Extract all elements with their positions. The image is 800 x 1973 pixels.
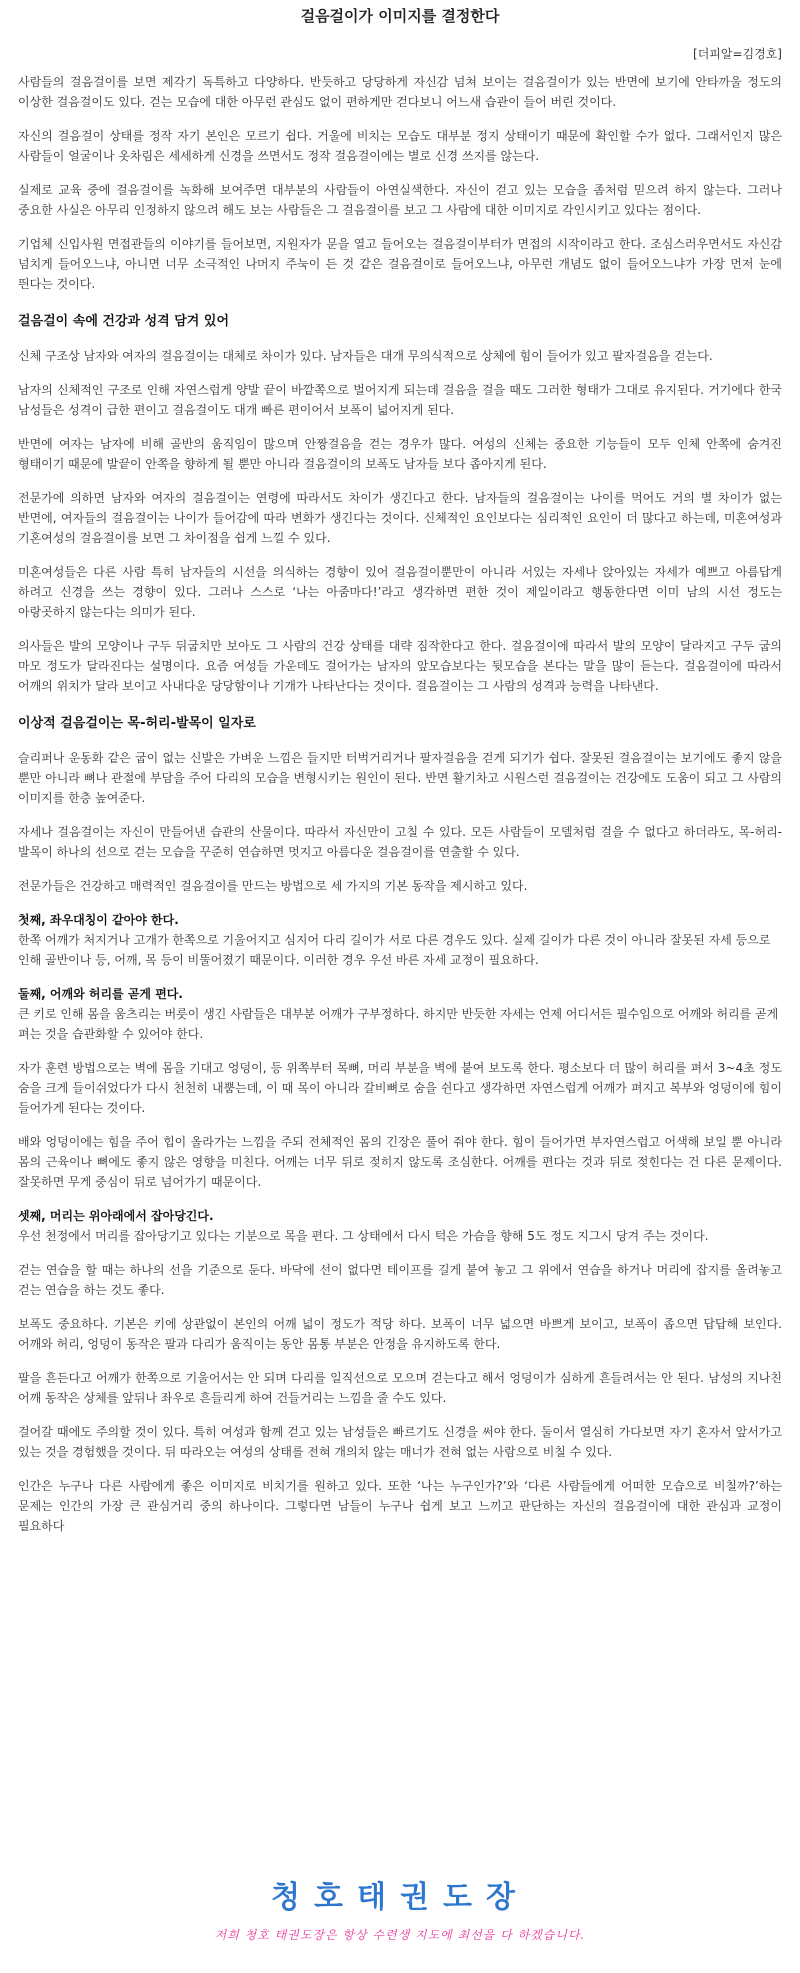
brand-name: 청호태권도장 (271, 1880, 529, 1915)
paragraph: 미혼여성들은 다른 사람 특히 남자들의 시선을 의식하는 경향이 있어 걸음걸이뿐만이 아니라 서있는 자세나 앉아있는 자세가 예쁘고 아름답게 하려고 신경을 쓰는 경향이 있다. 그러나 스스로 ‘나는 아줌마다!’라고 생각하면 편한 것이 제일이라고 행동한다면 이미 남의 시선 정도는 아랑곳하지 않는다는 의미가 된다. (18, 565, 782, 619)
step-paragraph (18, 910, 782, 970)
paragraph: 기업체 신입사원 면접관들의 이야기를 들어보면, 지원자가 문을 열고 들어오는 걸음걸이부터가 면접의 시작이라고 한다. 조심스러우면서도 자신감 넘치게 들어오느냐, 아니면 너무 소극적인 나머지 주눅이 든 것 같은 걸음걸이로 들어오느냐, 아무런 개념도 없이 들어오느냐가 가장 먼저 눈에 띈다는 것이다. (18, 237, 782, 291)
step-label: 셋째, 머리는 위아래에서 잡아당긴다. (18, 1209, 214, 1223)
paragraph: 실제로 교육 중에 걸음걸이를 녹화해 보여주면 대부분의 사람들이 아연실색한다. 자신이 걷고 있는 모습을 좀처럼 믿으려 하지 않는다. 그러나 중요한 사실은 아무리 인정하지 않으려 해도 보는 사람들은 그 걸음걸이를 보고 그 사람에 대한 이미지로 각인시키고 있다는 점이다. (18, 183, 782, 217)
paragraph: 자가 훈련 방법으로는 벽에 몸을 기대고 엉덩이, 등 위쪽부터 목뼈, 머리 부분을 벽에 붙여 보도록 한다. 평소보다 더 많이 허리를 펴서 3~4초 정도 숨을 크게 들이쉬었다가 다시 천천히 내뿜는데, 이 때 목이 아니라 갈비뼈로 숨을 쉰다고 생각하면 자연스럽게 어깨가 펴지고 복부와 엉덩이에 힘이 들어가게 된다는 것이다. (18, 1061, 782, 1115)
paragraph: 의사들은 발의 모양이나 구두 뒤굽치만 보아도 그 사람의 건강 상태를 대략 짐작한다고 한다. 걸음걸이에 따라서 발의 모양이 달라지고 구두 굽의 마모 정도가 달라진다는 설명이다. 요즘 여성들 가운데도 걸어가는 남자의 앞모습보다는 뒷모습을 본다는 말을 많이 듣는다. 걸음걸이에 따라서 어깨의 위치가 달라 보이고 사내다운 당당함이나 기개가 나타난다는 것이다. 걸음걸이는 그 사람의 성격과 능력을 나타낸다. (18, 639, 782, 693)
paragraph: 신체 구조상 남자와 여자의 걸음걸이는 대체로 차이가 있다. 남자들은 대개 무의식적으로 상체에 힘이 들어가 있고 팔자걸음을 걷는다. (18, 349, 713, 363)
section-heading: 이상적 걸음걸이는 목-허리-발목이 일자로 (18, 716, 256, 731)
paragraph: 자세나 걸음걸이는 자신이 만들어낸 습관의 산물이다. 따라서 자신만이 고칠 수 있다. 모든 사람들이 모델처럼 걸을 수 없다고 하더라도, 목-허리-발목이 하나의 선으로 걷는 모습을 꾸준히 연습하면 멋지고 아름다운 걸음걸이를 연출할 수 있다. (18, 825, 782, 859)
section-heading: 걸음걸이 속에 건강과 성격 담겨 있어 (18, 314, 229, 329)
step-paragraph (18, 1206, 782, 1246)
step-label: 둘째, 어깨와 허리를 곧게 편다. (18, 987, 183, 1001)
paragraph: 사람들의 걸음걸이를 보면 제각기 독특하고 다양하다. 반듯하고 당당하게 자신감 넘쳐 보이는 걸음걸이가 있는 반면에 보기에 안타까울 정도의 이상한 걸음걸이도 있다. 걷는 모습에 대한 아무런 관심도 없이 편하게만 걷다보니 어느새 습관이 들어 버린 것이다. (18, 75, 782, 109)
paragraph: 배와 엉덩이에는 힘을 주어 힙이 올라가는 느낌을 주되 전체적인 몸의 긴장은 풀어 줘야 한다. 힘이 들어가면 부자연스럽고 어색해 보일 뿐 아니라 몸의 근육이나 뼈에도 좋지 않은 영향을 미친다. 어깨는 너무 뒤로 젖히지 않도록 조심한다. 어깨를 편다는 것과 뒤로 젖힌다는 건 다른 문제이다. 잘못하면 무게 중심이 뒤로 넘어가기 때문이다. (18, 1135, 782, 1189)
step-label: 첫째, 좌우대칭이 같아야 한다. (18, 913, 179, 927)
paragraph: 남자의 신체적인 구조로 인해 자연스럽게 양발 끝이 바깥쪽으로 벌어지게 되는데 걸음을 걸을 때도 그러한 형태가 그대로 유지된다. 거기에다 한국 남성들은 성격이 급한 편이고 걸음걸이도 대개 빠른 편이어서 보폭이 넓어지게 된다. (18, 383, 782, 417)
footer (0, 1878, 800, 1943)
paragraph: 자신의 걸음걸이 상태를 정작 자기 본인은 모르기 쉽다. 거울에 비치는 모습도 대부분 정지 상태이기 때문에 확인할 수가 없다. 그래서인지 많은 사람들이 얼굴이나 옷차림은 세세하게 신경을 쓰면서도 정작 걸음걸이에는 별로 신경 쓰지를 않는다. (18, 129, 782, 163)
article-title: 걸음걸이가 이미지를 결정한다 (300, 7, 500, 25)
paragraph: 걸어갈 때에도 주의할 것이 있다. 특히 여성과 함께 걷고 있는 남성들은 빠르기도 신경을 써야 한다. 둘이서 열심히 가다보면 자기 혼자서 앞서가고 있는 것을 경험했을 것이다. 뒤 따라오는 여성의 상태를 전혀 개의치 않는 매너가 전혀 없는 사람으로 비칠 수 있다. (18, 1425, 782, 1459)
paragraph: 보폭도 중요하다. 기본은 키에 상관없이 본인의 어깨 넓이 정도가 적당 하다. 보폭이 너무 넓으면 바쁘게 보이고, 보폭이 좁으면 답답해 보인다. 어깨와 허리, 엉덩이 동작은 팔과 다리가 움직이는 동안 몸통 부분은 안정을 유지하도록 한다. (18, 1317, 782, 1351)
paragraph: 인간은 누구나 다른 사람에게 좋은 이미지로 비치기를 원하고 있다. 또한 ‘나는 누구인가?’와 ‘다른 사람들에게 어떠한 모습으로 비칠까?’하는 문제는 인간의 가장 큰 관심거리 중의 하나이다. 그렇다면 남들이 누구나 쉽게 보고 느끼고 판단하는 자신의 걸음걸이에 대한 관심과 교정이 필요하다 (18, 1479, 782, 1533)
article-byline: [더피알=김경호] (693, 47, 782, 61)
paragraph: 전문가에 의하면 남자와 여자의 걸음걸이는 연령에 따라서도 차이가 생긴다고 한다. 남자들의 걸음걸이는 나이를 먹어도 거의 별 차이가 없는 반면에, 여자들의 걸음걸이는 나이가 들어감에 따라 변화가 생긴다는 것이다. 신체적인 요인보다는 심리적인 요인이 더 많다고 하는데, 미혼여성과 기혼여성의 걸음걸이를 보면 그 차이점을 쉽게 느낄 수 있다. (18, 491, 782, 545)
paragraph: 슬리퍼나 운동화 같은 굽이 없는 신발은 가벼운 느낌은 들지만 터벅거리거나 팔자걸음을 걷게 되기가 쉽다. 잘못된 걸음걸이는 보기에도 좋지 않을 뿐만 아니라 뼈나 관절에 부담을 주어 다리의 모습을 변형시키는 원인이 된다. 반면 활기차고 시원스런 걸음걸이는 건강에도 도움이 되고 그 사람의 이미지를 한층 높여준다. (18, 751, 782, 805)
step-text: 한쪽 어깨가 처지거나 고개가 한쪽으로 기울어지고 심지어 다리 길이가 서로 다른 경우도 있다. 실제 길이가 다른 것이 아니라 잘못된 자세 등으로 인해 골반이나 등, 어깨, 목 등이 비뚤어졌기 때문이다. 이러한 경우 우선 바른 자세 교정이 필요하다. (18, 933, 771, 967)
article-body (18, 72, 782, 1536)
paragraph: 걷는 연습을 할 때는 하나의 선을 기준으로 둔다. 바닥에 선이 없다면 테이프를 길게 붙여 놓고 그 위에서 연습을 하거나 머리에 잡지를 올려놓고 걷는 연습을 하는 것도 좋다. (18, 1263, 782, 1297)
paragraph: 반면에 여자는 남자에 비해 골반의 움직임이 많으며 안짱걸음을 걷는 경우가 많다. 여성의 신체는 중요한 기능들이 모두 인체 안쪽에 숨겨진 형태이기 때문에 발끝이 안쪽을 향하게 될 뿐만 아니라 걸음걸이의 보폭도 남자들 보다 좁아지게 된다. (18, 437, 782, 471)
step-paragraph (18, 984, 782, 1044)
step-text: 큰 키로 인해 몸을 움츠리는 버릇이 생긴 사람들은 대부분 어깨가 구부정하다. 하지만 반듯한 자세는 언제 어디서든 필수임으로 어깨와 허리를 곧게 펴는 것을 습관화할 수 있어야 한다. (18, 1007, 779, 1041)
paragraph: 팔을 흔든다고 어깨가 한쪽으로 기울어서는 안 되며 다리를 일직선으로 모으며 걷는다고 해서 엉덩이가 심하게 흔들려서는 안 된다. 남성의 지나친 어깨 동작은 상체를 앞뒤나 좌우로 흔들리게 하여 건들거리는 느낌을 줄 수도 있다. (18, 1371, 782, 1405)
brand-tagline: 저희 청호 태권도장은 항상 수련생 지도에 최선을 다 하겠습니다. (214, 1928, 586, 1942)
paragraph: 전문가들은 건강하고 매력적인 걸음걸이를 만드는 방법으로 세 가지의 기본 동작을 제시하고 있다. (18, 879, 528, 893)
step-text: 우선 천정에서 머리를 잡아당기고 있다는 기분으로 목을 편다. 그 상태에서 다시 턱은 가슴을 향해 5도 정도 지그시 당겨 주는 것이다. (18, 1229, 709, 1243)
